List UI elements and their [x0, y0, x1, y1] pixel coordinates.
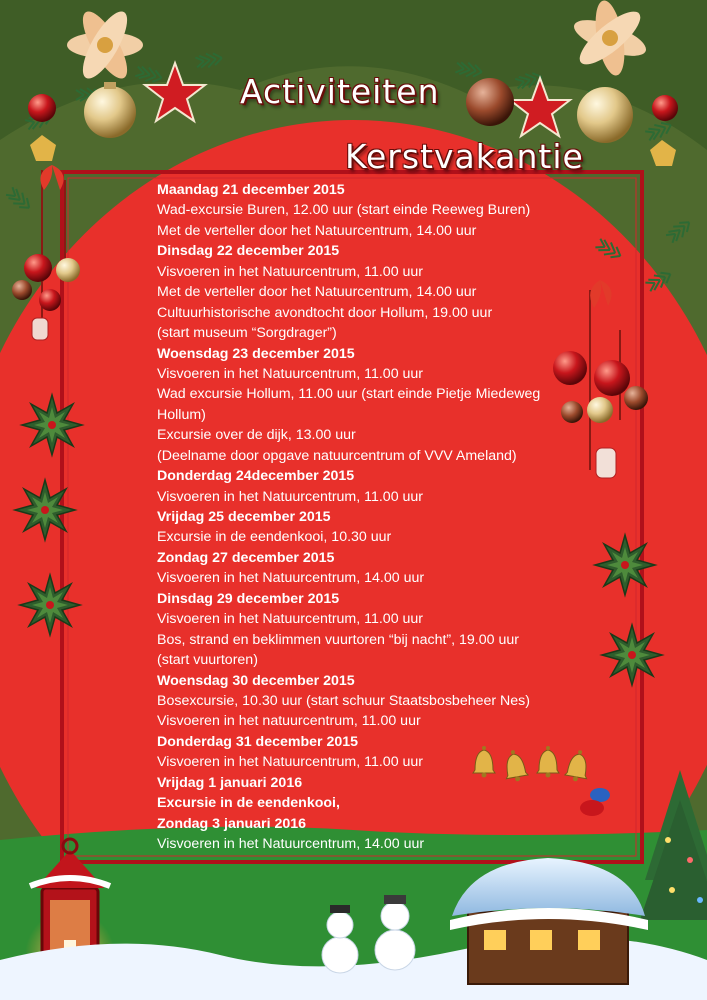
activity-item: Bos, strand en beklimmen vuurtoren “bij nacht”, 19.00 uur	[157, 631, 519, 648]
day-heading: Zondag 27 december 2015	[157, 549, 335, 566]
activity-item: Visvoeren in het Natuurcentrum, 11.00 uur	[157, 611, 424, 628]
activity-item: Met de verteller door het Natuurcentrum, 14.00 uur	[157, 284, 477, 301]
day-heading: Woensdag 30 december 2015	[157, 672, 355, 689]
activity-item: (Deelname door opgave natuurcentrum of VVV Ameland)	[157, 447, 517, 464]
activity-item: Visvoeren in het natuurcentrum, 11.00 uur	[157, 713, 421, 730]
day-heading: Dinsdag 22 december 2015	[157, 243, 340, 260]
activity-item: (start museum “Sorgdrager”)	[157, 325, 337, 342]
activity-item: Visvoeren in het Natuurcentrum, 14.00 uur	[157, 836, 425, 852]
activity-item: Visvoeren in het Natuurcentrum, 11.00 uur	[157, 263, 424, 280]
activity-item: Bosexcursie, 10.30 uur (start schuur Staatsbosbeheer Nes)	[157, 692, 531, 709]
activity-item: Visvoeren in het Natuurcentrum, 14.00 uur	[157, 570, 425, 587]
title-line-1: Activiteiten	[240, 72, 440, 111]
activity-item: Wad-excursie Buren, 12.00 uur (start einde Reeweg Buren)	[157, 202, 531, 219]
activity-item: Excursie over de dijk, 13.00 uur	[157, 427, 356, 444]
day-heading: Excursie in de eendenkooi,	[157, 795, 340, 812]
day-heading: Vrijdag 1 januari 2016	[157, 774, 303, 791]
activity-item: Excursie in de eendenkooi, 10.30 uur	[157, 529, 392, 546]
activity-item: Cultuurhistorische avondtocht door Hollum, 19.00 uur	[157, 304, 493, 321]
activity-item: Hollum)	[157, 406, 206, 423]
activity-item: Visvoeren in het Natuurcentrum, 11.00 uur	[157, 488, 424, 505]
day-heading: Donderdag 31 december 2015	[157, 733, 359, 750]
activity-item: Visvoeren in het Natuurcentrum, 11.00 uur	[157, 365, 424, 382]
activity-item: (start vuurtoren)	[157, 652, 258, 669]
title-line-2: Kerstvakantie	[345, 137, 584, 176]
day-heading: Donderdag 24december 2015	[157, 468, 355, 485]
day-heading: Vrijdag 25 december 2015	[157, 509, 331, 525]
day-heading: Dinsdag 29 december 2015	[157, 590, 340, 607]
activity-item: Met de verteller door het Natuurcentrum, 14.00 uur	[157, 222, 477, 239]
day-heading: Zondag 3 januari 2016	[157, 815, 307, 832]
day-heading: Woensdag 23 december 2015	[157, 345, 355, 362]
activity-item: Visvoeren in het Natuurcentrum, 11.00 uur	[157, 754, 424, 771]
day-heading: Maandag 21 december 2015	[157, 182, 345, 198]
activity-item: Wad excursie Hollum, 11.00 uur (start einde Pietje Miedeweg	[157, 386, 541, 403]
activity-schedule	[157, 180, 587, 854]
